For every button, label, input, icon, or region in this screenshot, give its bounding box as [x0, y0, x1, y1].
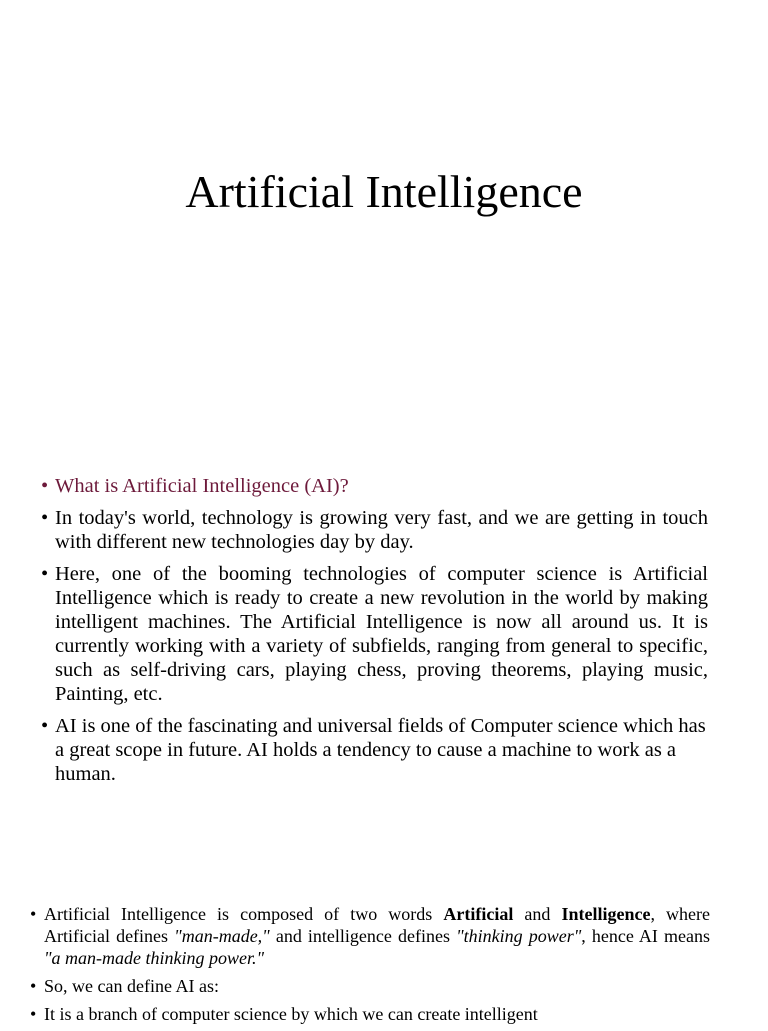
- bullet-text: [44, 904, 710, 968]
- bold-term: Intelligence: [561, 904, 651, 924]
- bullet-text: Here, one of the booming technologies of computer science is Artificial Intelligence which is ready to create a new revolution in the world by making intelligent machines. The Artificial Intelligence is now all around us. It is currently working with a variety of subfields, ranging from general to specific, such as self-driving cars, playing chess, proving theorems, playing music, Painting, etc.: [55, 563, 708, 705]
- list-item: [30, 1003, 710, 1025]
- text-run: and: [513, 904, 562, 924]
- bullet-icon: •: [41, 475, 49, 497]
- bullet-text: It is a branch of computer science by which we can create intelligent: [44, 1004, 538, 1024]
- list-item: [30, 975, 710, 997]
- bold-term: Artificial: [443, 904, 514, 924]
- bullet-icon: •: [30, 976, 37, 996]
- bullet-text: So, we can define AI as:: [44, 976, 219, 996]
- bullet-icon: •: [41, 715, 49, 737]
- content-slide-intro: [0, 440, 768, 870]
- bullet-icon: •: [30, 1004, 37, 1024]
- text-run: and intelligence defines: [269, 926, 457, 946]
- bullet-text: AI is one of the fascinating and universal fields of Computer science which has a great scope in future. AI holds a tendency to cause a machine to work as a human.: [55, 715, 706, 785]
- content-slide-definition: [0, 870, 768, 1024]
- bullet-icon: •: [30, 904, 37, 924]
- italic-quote: "thinking power": [456, 926, 582, 946]
- italic-quote: "man-made,": [174, 926, 270, 946]
- bullet-icon: •: [41, 507, 49, 529]
- bullet-text: In today's world, technology is growing very fast, and we are getting in touch with different new technologies day by day.: [55, 507, 708, 553]
- list-item: [30, 903, 710, 969]
- list-item: [41, 474, 708, 498]
- bullet-list: [30, 903, 710, 1031]
- bullet-list: [41, 474, 708, 794]
- list-item: [41, 562, 708, 706]
- text-run: Artificial Intelligence is composed of two words: [44, 904, 444, 924]
- bullet-icon: •: [41, 563, 49, 585]
- list-item: [41, 506, 708, 554]
- list-item: [41, 714, 708, 786]
- text-run: , hence AI means: [581, 926, 710, 946]
- slide-title: Artificial Intelligence: [185, 166, 583, 217]
- title-slide: [0, 0, 768, 440]
- italic-quote: "a man-made thinking power.": [44, 948, 265, 968]
- bullet-text: What is Artificial Intelligence (AI)?: [55, 475, 349, 497]
- text-run: , where Artificial defines: [44, 904, 710, 946]
